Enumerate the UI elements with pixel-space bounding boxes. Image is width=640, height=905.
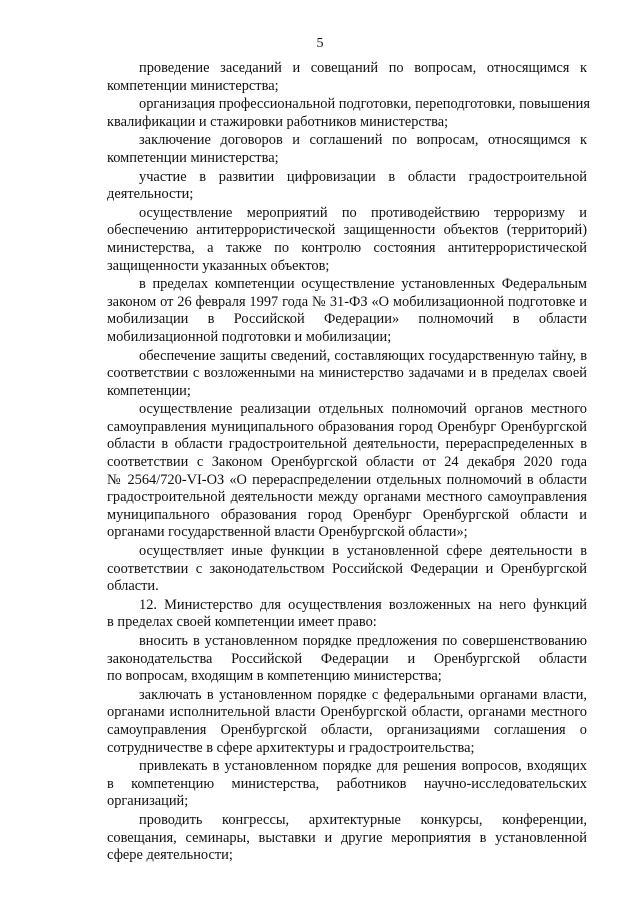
paragraph-line: сфере деятельности; <box>107 847 233 864</box>
paragraph-line: совещания, семинары, выставки и другие мероприятия в установленной <box>107 829 587 846</box>
paragraph-line: 12. Министерство для осуществления возложенных на него функций <box>139 596 587 613</box>
paragraph-line: организация профессиональной подготовки, переподготовки, повышения <box>139 96 590 113</box>
paragraph-line: квалификации и стажировки работников министерства; <box>107 113 449 130</box>
paragraph-line: проводить конгрессы, архитектурные конкурсы, конференции, <box>139 811 587 828</box>
paragraph-line: области. <box>107 578 159 595</box>
paragraph-line: обеспечение защиты сведений, составляющих государственную тайну, в <box>139 347 587 364</box>
document-paragraph <box>107 205 587 275</box>
paragraph-line: заключение договоров и соглашений по вопросам, относящимся к <box>139 132 587 149</box>
paragraph-line: проведение заседаний и совещаний по вопросам, относящимся к <box>139 60 587 76</box>
paragraph-line: законодательства Российской Федерации и Оренбургской области <box>107 650 587 667</box>
paragraph-line: соответствии с возложенными на министерство задачами и в пределах своей <box>107 365 587 382</box>
paragraph-line: градостроительной деятельности между органами местного самоуправления <box>107 489 587 506</box>
paragraph-line: соответствии с законодательством Российской Федерации и Оренбургской <box>107 560 587 577</box>
paragraph-line: мобилизационной подготовки и мобилизации; <box>107 328 392 345</box>
document-paragraph <box>107 597 587 632</box>
paragraph-line: обеспечению антитеррористической защищенности объектов (территорий) <box>107 222 587 239</box>
paragraph-line: участие в развитии цифровизации в области градостроительной <box>139 168 587 185</box>
paragraph-line: по вопросам, входящим в компетенцию министерства; <box>107 668 442 685</box>
page-number: 5 <box>316 36 324 51</box>
document-body <box>107 60 590 866</box>
document-paragraph <box>107 401 587 542</box>
paragraph-line: деятельности; <box>107 186 194 203</box>
document-paragraph <box>107 96 590 131</box>
paragraph-line: самоуправления муниципального образования город Оренбург Оренбургской <box>107 418 587 435</box>
document-paragraph <box>107 60 587 95</box>
paragraph-line: осуществляет иные функции в установленной сфере деятельности в <box>139 543 587 560</box>
document-paragraph <box>107 169 587 204</box>
paragraph-line: осуществление реализации отдельных полномочий органов местного <box>139 401 587 418</box>
paragraph-line: вносить в установленном порядке предложения по совершенствованию <box>139 633 587 649</box>
paragraph-line: соответствии с Законом Оренбургской области от 24 декабря 2020 года <box>107 454 587 471</box>
paragraph-line: сотрудничестве в сфере архитектуры и градостроительства; <box>107 739 475 756</box>
paragraph-line: осуществление мероприятий по противодействию терроризму и <box>139 204 587 221</box>
paragraph-line: заключать в установленном порядке с федеральными органами власти, <box>139 686 587 703</box>
document-paragraph <box>107 633 587 686</box>
document-paragraph <box>107 276 587 346</box>
paragraph-line: органами исполнительной власти Оренбургской области, органами местного <box>107 704 587 721</box>
document-paragraph <box>107 758 587 811</box>
document-paragraph <box>107 348 587 401</box>
paragraph-line: в компетенцию министерства, работников научно-исследовательских <box>107 775 587 792</box>
paragraph-line: защищенности указанных объектов; <box>107 257 330 274</box>
paragraph-line: № 2564/720-VI-ОЗ «О перераспределении отдельных полномочий в области <box>107 471 587 488</box>
document-paragraph <box>107 812 587 865</box>
paragraph-line: самоуправления Оренбургской области, организациями соглашения о <box>107 721 587 738</box>
paragraph-line: в пределах своей компетенции имеет право: <box>107 614 377 631</box>
paragraph-line: привлекать в установленном порядке для решения вопросов, входящих <box>139 758 587 775</box>
document-paragraph <box>107 687 587 757</box>
paragraph-line: муниципального образования город Оренбург Оренбургской области и <box>107 506 587 523</box>
paragraph-line: компетенции; <box>107 382 191 399</box>
paragraph-line: органами государственной власти Оренбургской области»; <box>107 524 468 541</box>
paragraph-line: компетенции министерства; <box>107 149 279 166</box>
document-paragraph <box>107 543 587 596</box>
paragraph-line: министерства, а также по контролю состояния антитеррористической <box>107 239 587 256</box>
paragraph-line: организаций; <box>107 793 189 810</box>
paragraph-line: мобилизации в Российской Федерации» полномочий в области <box>107 311 587 328</box>
paragraph-line: законом от 26 февраля 1997 года № 31-ФЗ «О мобилизационной подготовке и <box>107 293 587 310</box>
paragraph-line: в пределах компетенции осуществление установленных Федеральным <box>139 276 587 293</box>
paragraph-line: области в области градостроительной деятельности, перераспределенных в <box>107 436 587 453</box>
document-paragraph <box>107 132 587 167</box>
paragraph-line: компетенции министерства; <box>107 77 279 94</box>
